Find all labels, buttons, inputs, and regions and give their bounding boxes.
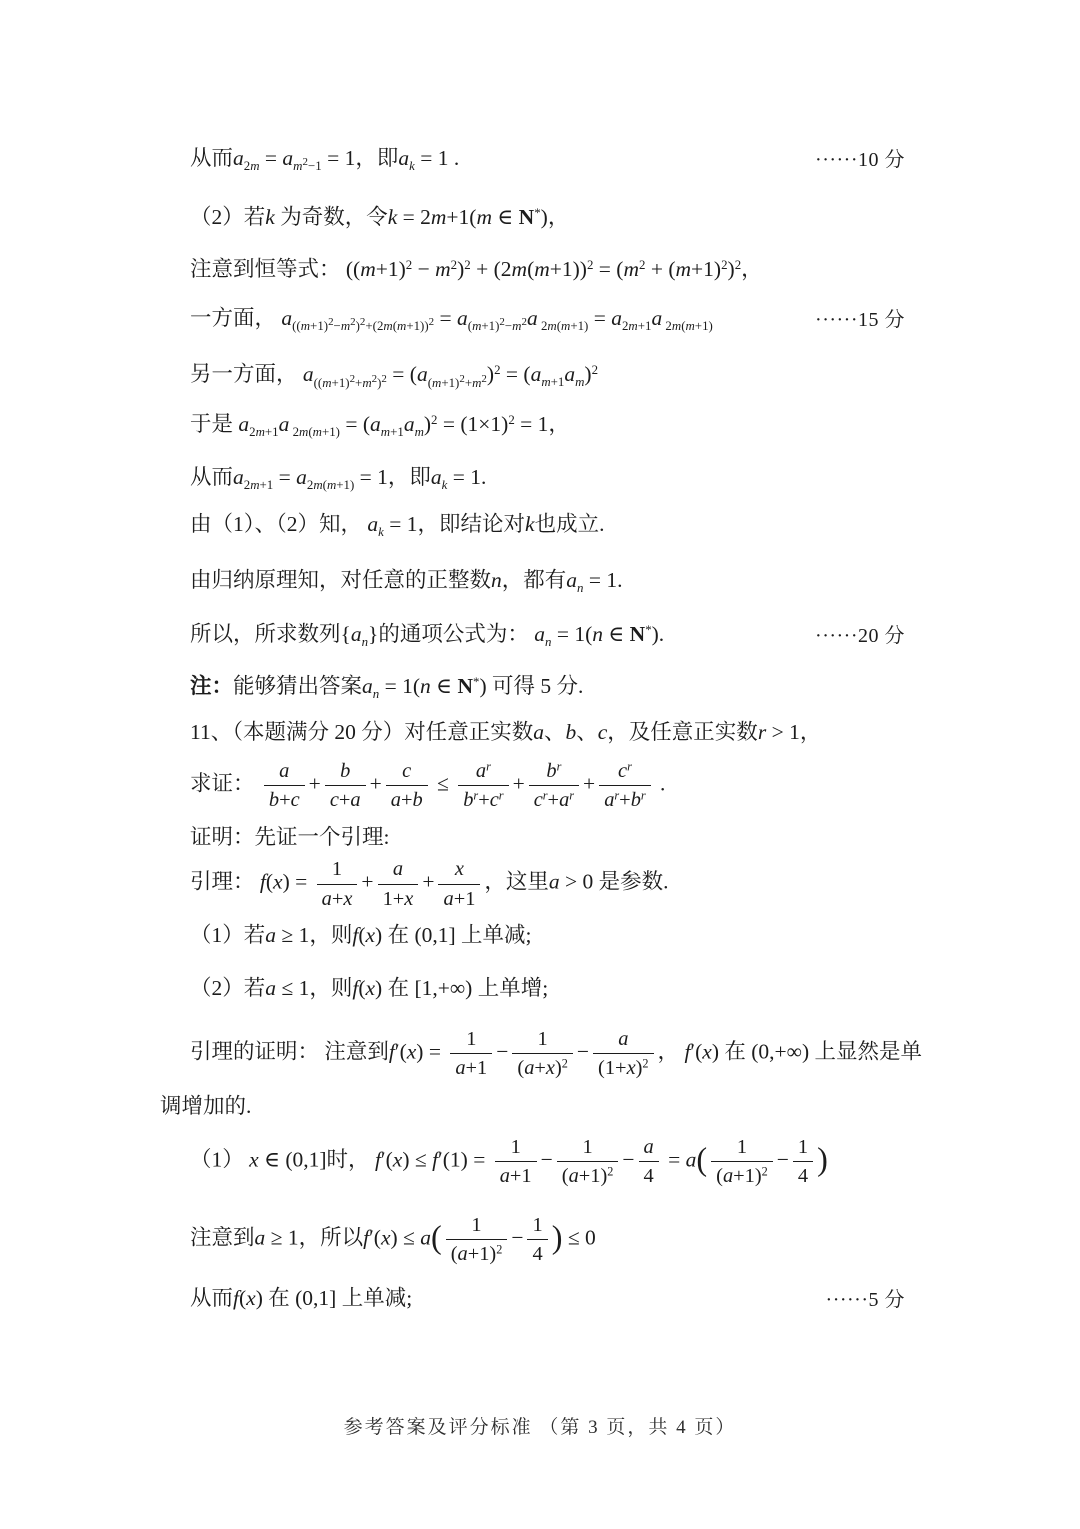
line-even-case-conclusion: 从而$a_{2m} = a_{m^2-1} = 1$，即$a_k = 1$ . ······10 分 [190,146,905,174]
fraction: $\frac{1}{a+x}$ [317,857,358,910]
line-proof-lemma-intro: 证明：先证一个引理: [190,825,390,850]
fraction: $\frac{a^r}{b^r+c^r}$ [458,759,508,812]
line-lemma-definition: 引理： f(x) = $\frac{1}{a+x}$ + $\frac{a}{1+x}$ + $\frac{x}{a+1}$ ，这里a > 0 是参数. [190,858,669,910]
line-case1-derivative-bound: （1） x ∈ (0,1]时， f′(x) ≤ f′(1) = $\frac{1}{a+1}$ − $\frac{1}{(a+1)^2}$ − $\frac{a}{4}$ = a( $\frac{1}{(a+1)^2}$ − $\frac{1}{4}$ ) [190,1136,828,1188]
page-footer: 参考答案及评分标准 （第 3 页，共 4 页） [343,1417,737,1438]
line-other-hand: 另一方面， $a_{((m+1)^2+m^2)^2} = (a_{(m+1)^2+m^2})^2 = (a_{m+1}a_m)^2$ [190,362,599,390]
line-general-term: 所以，所求数列$\{a_n\}$的通项公式为： $a_n = 1(n$ ∈ N*). ······20 分 [190,621,905,649]
line-lemma-proof-derivative: 引理的证明： 注意到f′(x) = $\frac{1}{a+1}$ − $\frac{1}{(a+x)^2}$ − $\frac{a}{(1+x)^2}$ ， f′(x) 在 (0,+∞) 上显然是单 [190,1027,923,1079]
document-body [160,143,923,1314]
line-induction: 由归纳原理知，对任意的正整数n，都有$a_n = 1$. [190,567,623,595]
fraction: $\frac{1}{(a+1)^2}$ [446,1213,508,1266]
line-hence-decreasing: 从而f(x) 在 (0,1] 上单减; ······5 分 [190,1283,905,1313]
line-identity: 注意到恒等式： $((m+1)^2 - m^2)^2 + (2m(m+1))^2 = (m^2 + (m+1)^2)^2$， [190,257,763,282]
line-one-hand: 一方面， $a_{((m+1)^2-m^2)^2+(2m(m+1))^2} = a_{(m+1)^2-m^2}a$ $_{2m(m+1)} = a_{2m+1}a$ $_{2m(m+1)}$ ······15 分 [190,306,905,334]
line-thus-product: 于是 $a_{2m+1}a$ $_{2m(m+1)} = (a_{m+1}a_m)^2 = (1\times 1)^2 = 1$， [190,412,570,440]
fraction: $\frac{b^r}{c^r+a^r}$ [529,759,579,812]
fraction: $\frac{a}{4}$ [639,1135,659,1188]
line-monotone-continued: 调增加的. [160,1093,252,1118]
line-hence-odd-conclusion: 从而$a_{2m+1} = a_{2m(m+1)} = 1$，即$a_k = 1$. [190,464,487,492]
line-odd-case-intro: （2）若k 为奇数，令k = 2m+1(m ∈ N*)， [190,205,570,230]
fraction: $\frac{1}{(a+x)^2}$ [512,1027,573,1080]
fraction: $\frac{1}{(a+1)^2}$ [557,1135,619,1188]
line-since-a-ge-1: 注意到a ≥ 1，所以f′(x) ≤ a( $\frac{1}{(a+1)^2}$ − $\frac{1}{4}$ ) ≤ 0 [190,1214,596,1266]
fraction: $\frac{c}{a+b}$ [386,759,428,812]
fraction: $\frac{x}{a+1}$ [438,857,480,910]
line-problem-11: 11、（本题满分 20 分）对任意正实数a、b、c，及任意正实数r > 1， [190,720,822,745]
fraction: $\frac{c^r}{a^r+b^r}$ [599,759,650,812]
line-lemma-case-1: （1）若a ≥ 1，则f(x) 在 (0,1] 上单减; [190,922,532,947]
score-marker: ······20 分 [815,624,905,647]
fraction: $\frac{1}{4}$ [527,1213,547,1266]
line-note-guess: 注：能够猜出答案$a_n = 1(n$ ∈ N*) 可得 5 分. [190,673,584,702]
fraction: $\frac{1}{4}$ [793,1135,813,1188]
score-marker: ······10 分 [815,149,905,171]
line-by-cases: 由（1）、（2）知， $a_k = 1$，即结论对k也成立. [190,511,605,539]
line-lemma-case-2: （2）若a ≤ 1，则f(x) 在 [1,+∞) 上单增; [190,975,549,1000]
score-marker: ······15 分 [815,309,905,332]
line-to-prove-inequality: 求证： $\frac{a}{b+c}$ + $\frac{b}{c+a}$ + $\frac{c}{a+b}$ ≤ $\frac{a^r}{b^r+c^r}$ + $\frac{b^r}{c^r+a^r}$ + $\frac{c^r}{a^r+b^r}$ . [190,759,666,812]
score-marker: ······5 分 [825,1289,905,1312]
fraction: $\frac{1}{a+1}$ [450,1027,492,1080]
fraction: $\frac{1}{a+1}$ [495,1135,537,1188]
fraction: $\frac{b}{c+a}$ [325,759,366,812]
fraction: $\frac{a}{b+c}$ [264,759,305,812]
fraction: $\frac{a}{(1+x)^2}$ [593,1027,654,1080]
fraction: $\frac{a}{1+x}$ [378,857,419,910]
fraction: $\frac{1}{(a+1)^2}$ [711,1135,773,1188]
